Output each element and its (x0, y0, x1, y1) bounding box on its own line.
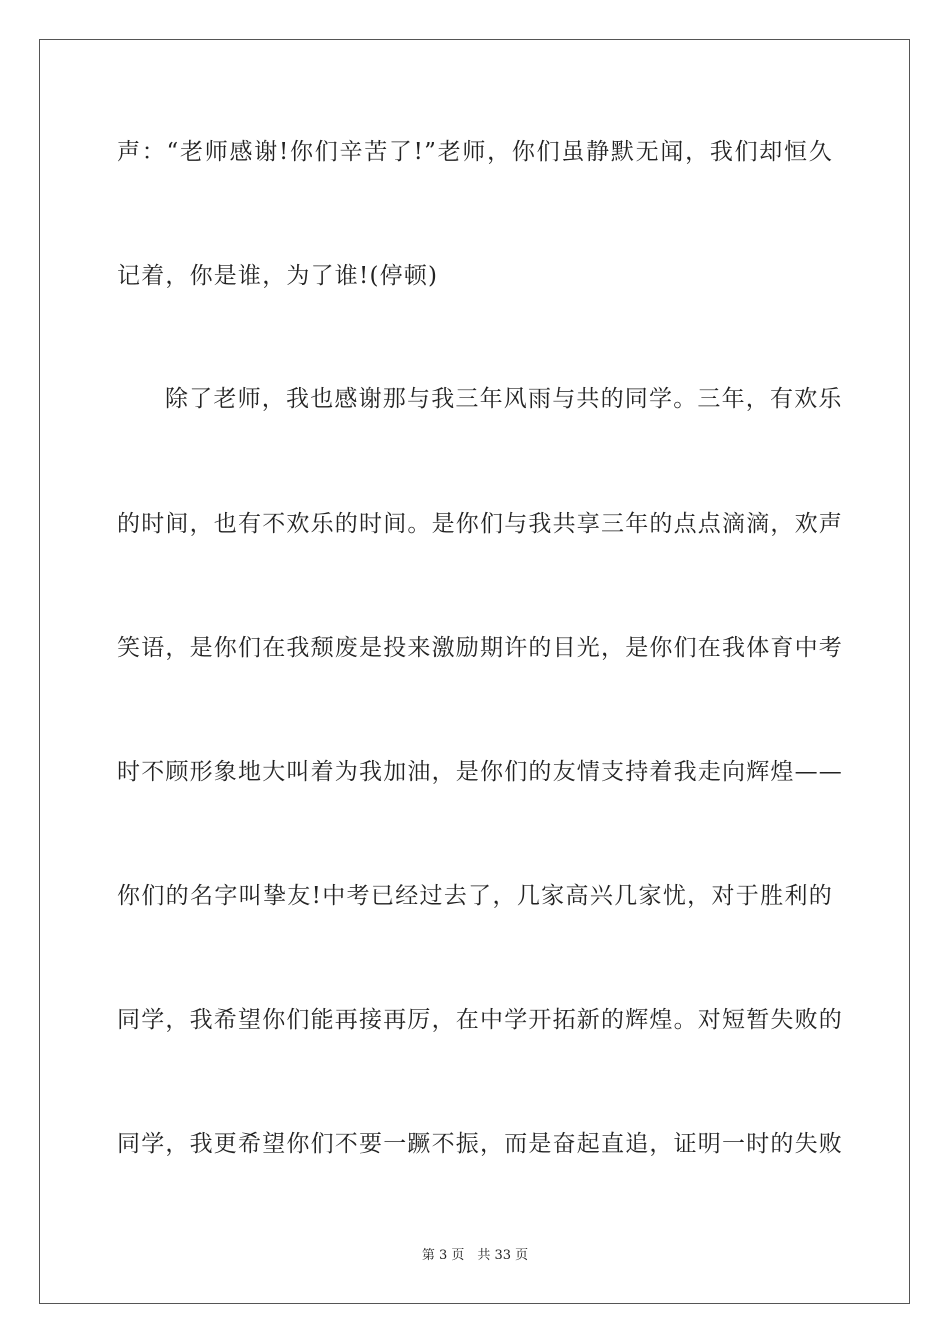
text-line: 你们的名字叫挚友!中考已经过去了，几家高兴几家忧，对于胜利的 (117, 883, 833, 909)
text-line: 时不顾形象地大叫着为我加油，是你们的友情支持着我走向辉煌—— (117, 759, 843, 785)
text-line: 同学，我更希望你们不要一蹶不振，而是奋起直追，证明一时的失败 (117, 1131, 843, 1157)
page-border (39, 39, 910, 1304)
page-number-footer: 第 3 页 共 33 页 (421, 1248, 529, 1263)
paragraph-start-line: 除了老师，我也感谢那与我三年风雨与共的同学。三年，有欢乐 (165, 386, 843, 412)
text-line: 同学，我希望你们能再接再厉，在中学开拓新的辉煌。对短暂失败的 (117, 1007, 843, 1033)
text-line: 的时间，也有不欢乐的时间。是你们与我共享三年的点点滴滴，欢声 (117, 511, 843, 537)
text-line: 声：“老师感谢!你们辛苦了!”老师，你们虽静默无闻，我们却恒久 (117, 139, 833, 165)
text-line: 记着，你是谁，为了谁!(停顿) (117, 263, 439, 289)
text-line: 笑语，是你们在我颓废是投来激励期许的目光，是你们在我体育中考 (117, 635, 843, 661)
